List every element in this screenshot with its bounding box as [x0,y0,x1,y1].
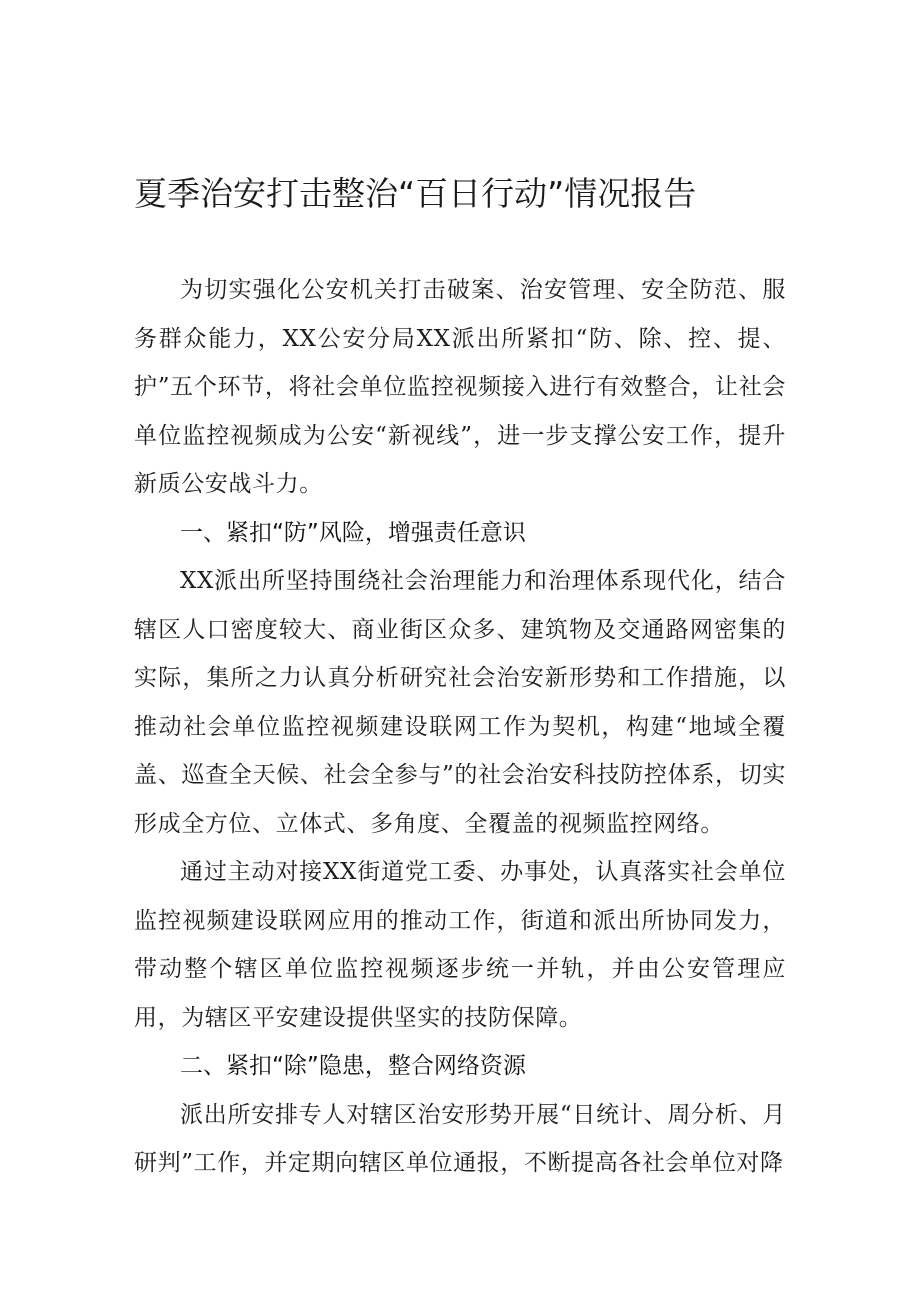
section-heading-2: 二、紧扣“除”隐患，整合网络资源 [180,1053,526,1079]
section-heading-1: 一、紧扣“防”风险，增强责任意识 [180,519,526,546]
document-body [134,266,786,1188]
paragraph-section1-1: XX派出所坚持围绕社会治理能力和治理体系现代化，结合辖区人口密度较大、商业街区众多、建筑物及交通路网密集的实际，集所之力认真分析研究社会治安新形势和工作措施，以推动社会单位监控视频建设联网工作为契机，构建“地域全覆盖、巡查全天候、社会全参与”的社会治安科技防控体系，切实形成全方位、立体式、多角度、全覆盖的视频监控网络。 [134,568,786,837]
paragraph-intro: 为切实强化公安机关打击破案、治安管理、安全防范、服务群众能力，XX公安分局XX派出所紧扣“防、除、控、提、护”五个环节，将社会单位监控视频接入进行有效整合，让社会单位监控视频成为公安“新视线”，进一步支撑公安工作，提升新质公安战斗力。 [134,277,786,497]
paragraph-section2-1: 派出所安排专人对辖区治安形势开展“日统计、周分析、月研判”工作，并定期向辖区单位通报，不断提高各社会单位对降 [134,1101,786,1176]
document-title: 夏季治安打击整治“百日行动”情况报告 [134,174,697,213]
paragraph-section1-2: 通过主动对接XX街道党工委、办事处，认真落实社会单位监控视频建设联网应用的推动工作，街道和派出所协同发力，带动整个辖区单位监控视频逐步统一并轨，并由公安管理应用，为辖区平安建设提供坚实的技防保障。 [134,859,786,1031]
